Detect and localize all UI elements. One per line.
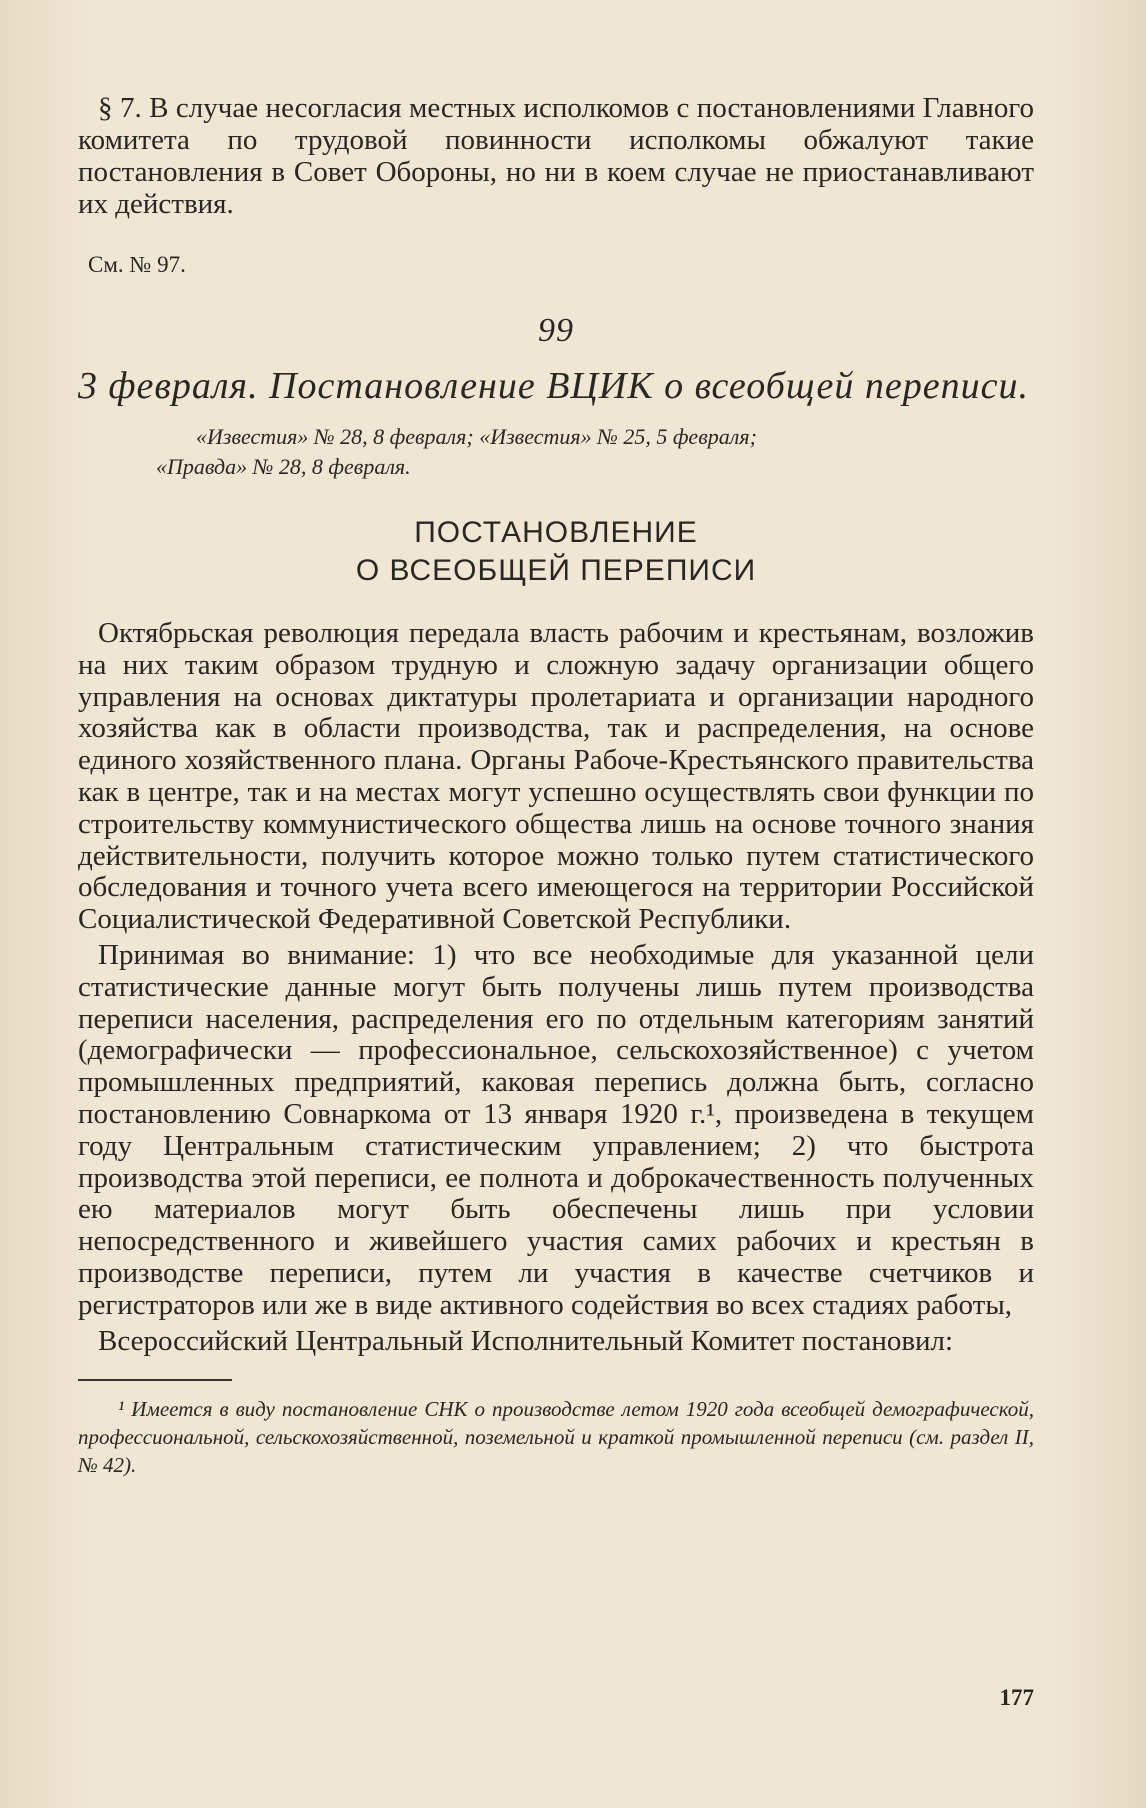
title-line-2: О ВСЕОБЩЕЙ ПЕРЕПИСИ [355,554,757,587]
section-7-paragraph: § 7. В случае несогласия местных исполкомов с постановлениями Главного комитета по трудовой повинности исполкомы обжалуют такие постановления в Совет Обороны, но ни в коем случае не приостанавливают их действия. [78,92,1034,220]
document-number: 99 [538,312,574,349]
footnote-divider [78,1379,232,1381]
body-paragraph-1: Октябрьская революция передала власть рабочим и крестьянам, возложив на них таким образом трудную и сложную задачу организации общего управления на основах диктатуры пролетариата и организации народного хозяйства как в области производства, так и распределения, на основе единого хозяйственного плана. Органы Рабоче-Крестьянского правительства как в центре, так и на местах могут успешно осуществлять свои функции по строительству коммунистического общества лишь на основе точного знания действительности, получить которое можно только путем статистического обследования и точного учета всего имеющегося на территории Российской Социалистической Федеративной Советской Республики. [78,617,1034,936]
source-citation [156,422,1034,482]
body-paragraph-2: Принимая во внимание: 1) что все необходимые для указанной цели статистические данные могут быть получены лишь путем производства переписи населения, распределения его по отдельным категориям занятий (демографически — профессиональное, сельскохозяйственное) с учетом промышленных предприятий, каковая перепись должна быть, согласно постановлению Совнаркома от 13 января 1920 г.¹, произведена в текущем году Центральным статистическим управлением; 2) что быстрота производства этой переписи, ее полнота и доброкачественность полученных ею материалов могут быть обеспечены лишь при условии непосредственного и живейшего участия самих рабочих и крестьян в производстве переписи, путем ли участия в качестве счетчиков и регистраторов или же в виде активного содействия во всех стадиях работы, [78,938,1034,1321]
resolution-title [78,514,1034,590]
page-number: 177 [999,1685,1034,1710]
source-citation-line-1: «Известия» № 28, 8 февраля; «Известия» № 25, 5 февраля; [196,424,757,449]
title-line-1: ПОСТАНОВЛЕНИЕ [414,516,698,549]
source-citation-line-2: «Правда» № 28, 8 февраля. [156,454,411,479]
document-heading: 3 февраля. Постановление ВЦИК о всеобщей переписи. [78,365,1029,407]
footnote: ¹ Имеется в виду постановление СНК о производстве летом 1920 года всеобщей демографической, профессиональной, сельскохозяйственной, поземельной и краткой промышленной переписи (см. раздел II, № 42). [78,1397,1034,1478]
see-reference: См. № 97. [88,252,186,277]
body-paragraph-3: Всероссийский Центральный Исполнительный Комитет постановил: [98,1324,954,1357]
